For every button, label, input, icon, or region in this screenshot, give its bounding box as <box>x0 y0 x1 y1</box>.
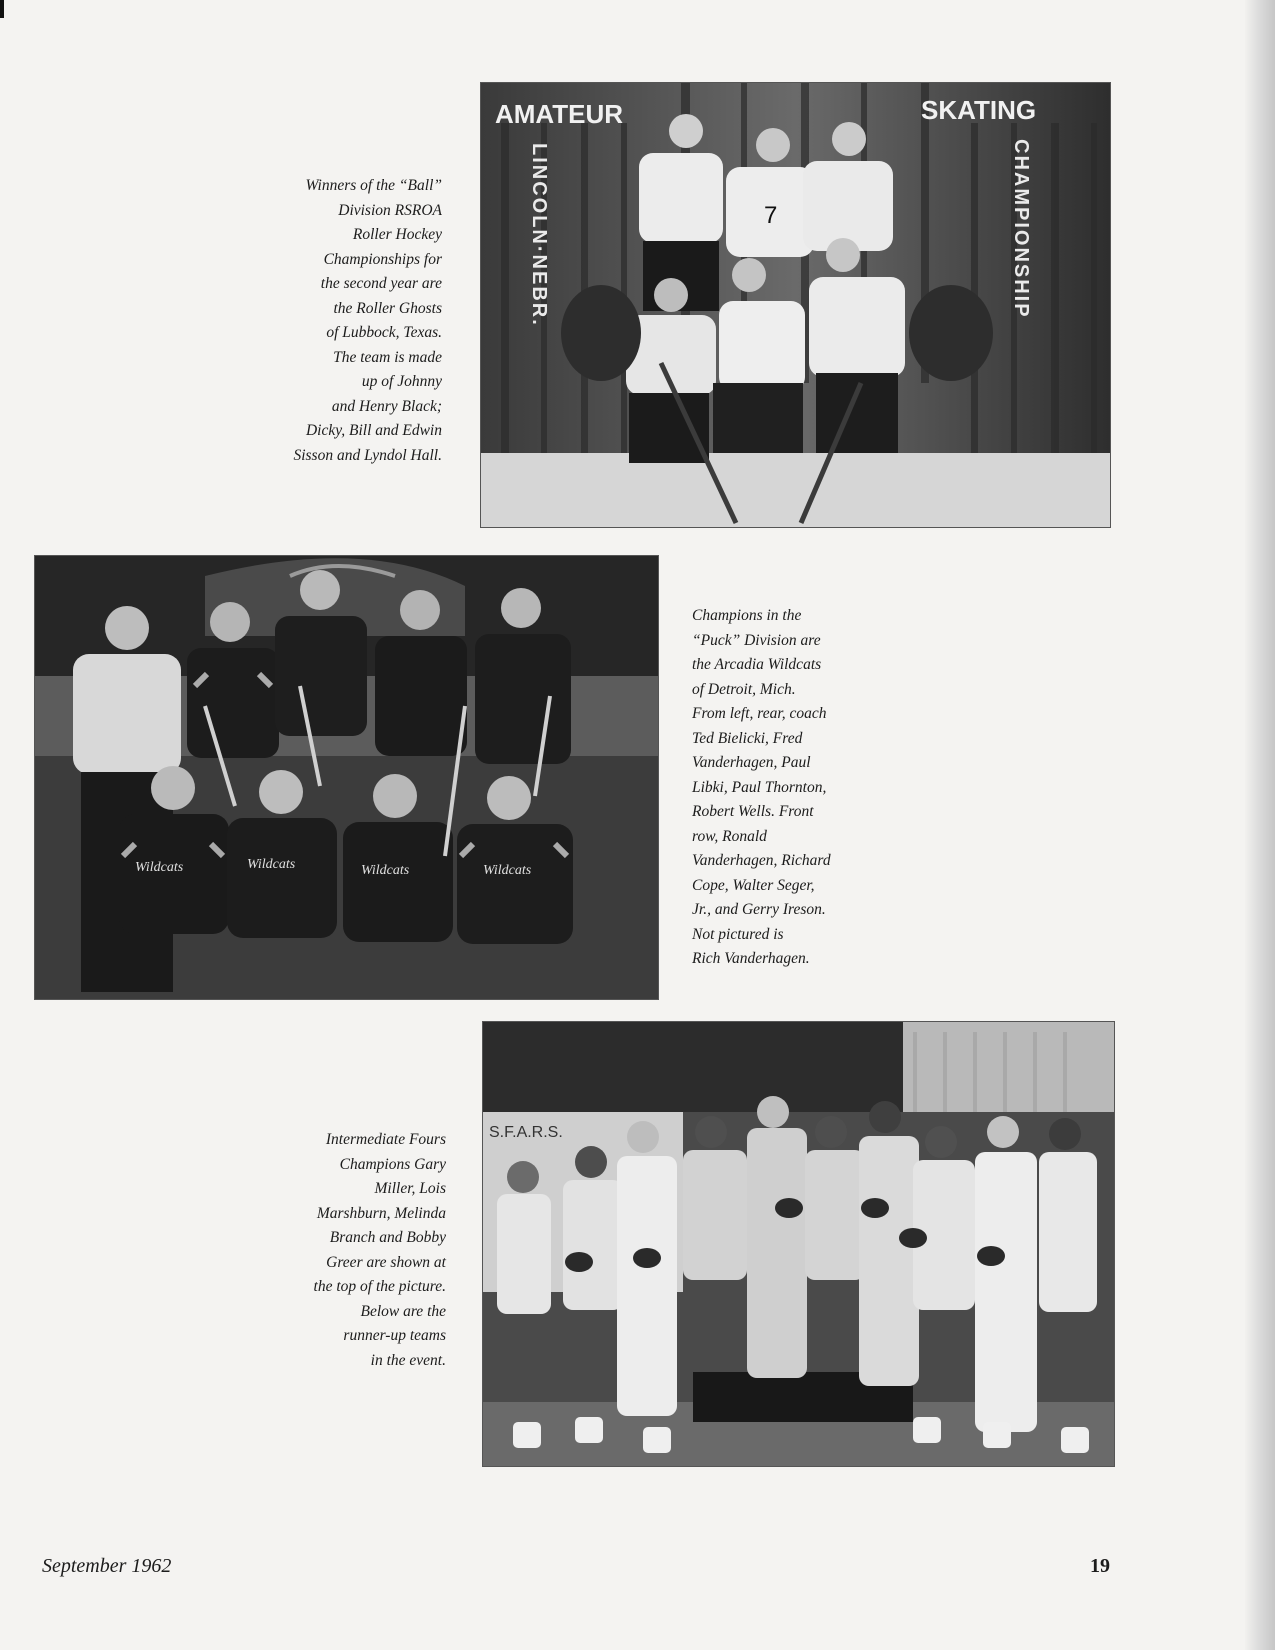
banner-right-text: SKATING <box>921 95 1037 125</box>
caption-arcadia-wildcats: Champions in the “Puck” Division are the Arcadia Wildcats of Detroit, Mich. From left, rear, coach Ted Bielicki, Fred Vanderhagen, Paul Libki, Paul Thornton, Robert Wells. Front row, Ronald Vanderhagen, Richard Cope, Walter Seger, Jr., and Gerry Ireson. Not pictured is Rich Vanderhagen. <box>692 607 831 967</box>
issue-date: September 1962 <box>42 1555 172 1577</box>
vertical-left-text: LINCOLN·NEBR. <box>528 143 550 327</box>
banner-left-text: AMATEUR <box>495 99 624 129</box>
vertical-right-text: CHAMPIONSHIP <box>1010 139 1032 319</box>
corner-mark <box>0 0 4 18</box>
sign-text: S.F.A.R.S. <box>489 1124 563 1141</box>
caption-intermediate-fours: Intermediate Fours Champions Gary Miller, Lois Marshburn, Melinda Branch and Bobby Greer are shown at the top of the picture. Below are the runner-up teams in the event. <box>313 1131 446 1369</box>
caption-roller-ghosts: Winners of the “Ball” Division RSROA Roller Hockey Championships for the second year are the Roller Ghosts of Lubbock, Texas. The team is made up of Johnny and Henry Black; Dicky, Bill and Edwin Sisson and Lyndol Hall. <box>293 177 442 464</box>
jersey-script-2: Wildcats <box>247 857 296 872</box>
photo-roller-ghosts <box>481 83 1110 527</box>
photo-intermediate-fours <box>483 1022 1114 1466</box>
photo-arcadia-wildcats <box>35 556 658 999</box>
page-number: 19 <box>1090 1555 1110 1577</box>
page-edge-shadow <box>1245 0 1275 1650</box>
jersey-script-1: Wildcats <box>135 860 184 875</box>
jersey-number: 7 <box>764 202 778 229</box>
jersey-script-4: Wildcats <box>483 863 532 878</box>
jersey-script-3: Wildcats <box>361 863 410 878</box>
